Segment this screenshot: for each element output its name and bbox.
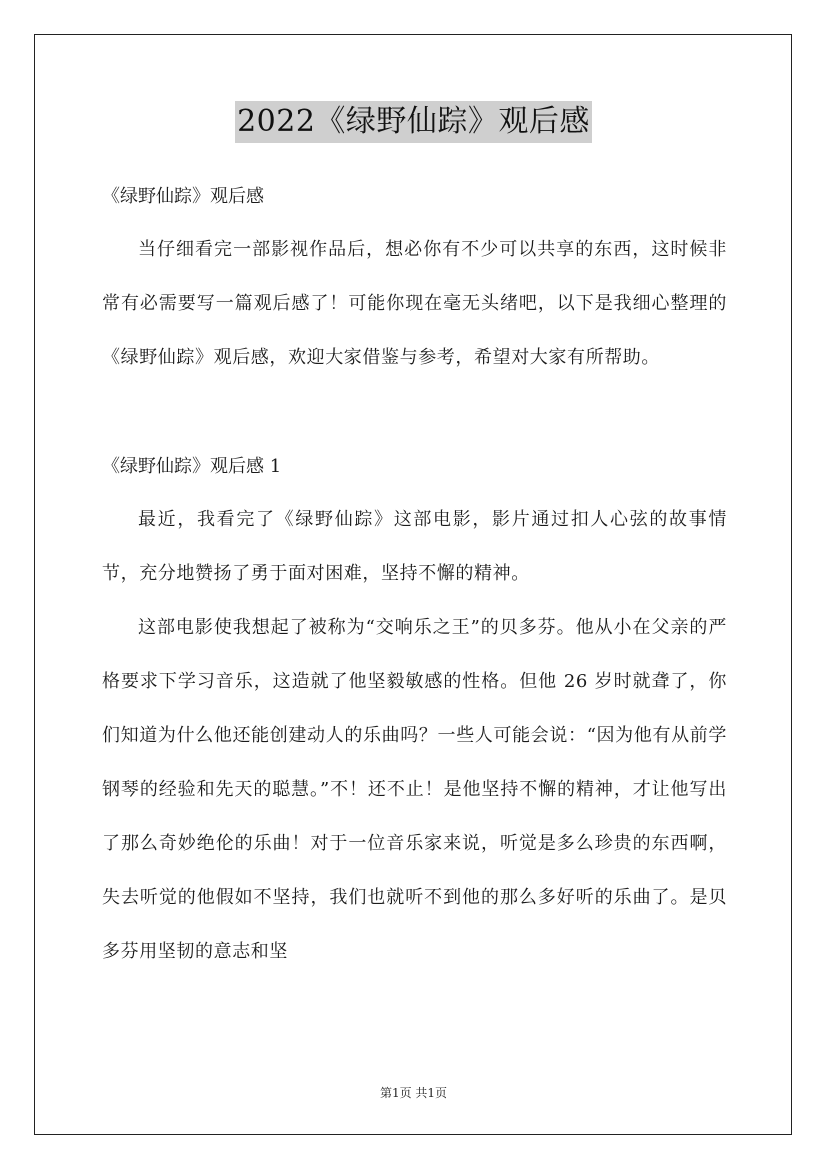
document-title: 2022《绿野仙踪》观后感 bbox=[235, 101, 592, 143]
intro-paragraph: 当仔细看完一部影视作品后，想必你有不少可以共享的东西，这时候非常有必需要写一篇观后感了！可能你现在毫无头绪吧，以下是我细心整理的《绿野仙踪》观后感，欢迎大家借鉴与参考，希望对大家有所帮助。 bbox=[102, 239, 727, 368]
section1-heading: 《绿野仙踪》观后感 1 bbox=[102, 456, 282, 477]
section-spacer bbox=[102, 385, 727, 440]
document-body bbox=[102, 170, 727, 979]
page-number-label: 第1页 共1页 bbox=[379, 1086, 448, 1100]
section1-paragraph-2: 这部电影使我想起了被称为“交响乐之王”的贝多芬。他从小在父亲的严格要求下学习音乐，这造就了他坚毅敏感的性格。但他 26 岁时就聋了，你们知道为什么他还能创建动人的乐曲吗？一些人可能会说：“因为他有从前学钢琴的经验和先天的聪慧。”不！还不止！是他坚持不懈的精神，才让他写出了那么奇妙绝伦的乐曲！对于一位音乐家来说，听觉是多么珍贵的东西啊，失去听觉的他假如不坚持，我们也就听不到他的那么多好听的乐曲了。是贝多芬用坚韧的意志和坚 bbox=[102, 617, 727, 962]
section1-paragraph-1: 最近，我看完了《绿野仙踪》这部电影，影片通过扣人心弦的故事情节，充分地赞扬了勇于面对困难，坚持不懈的精神。 bbox=[102, 509, 727, 584]
title-container bbox=[0, 101, 827, 143]
page-footer bbox=[0, 1085, 827, 1101]
intro-heading: 《绿野仙踪》观后感 bbox=[102, 186, 264, 207]
